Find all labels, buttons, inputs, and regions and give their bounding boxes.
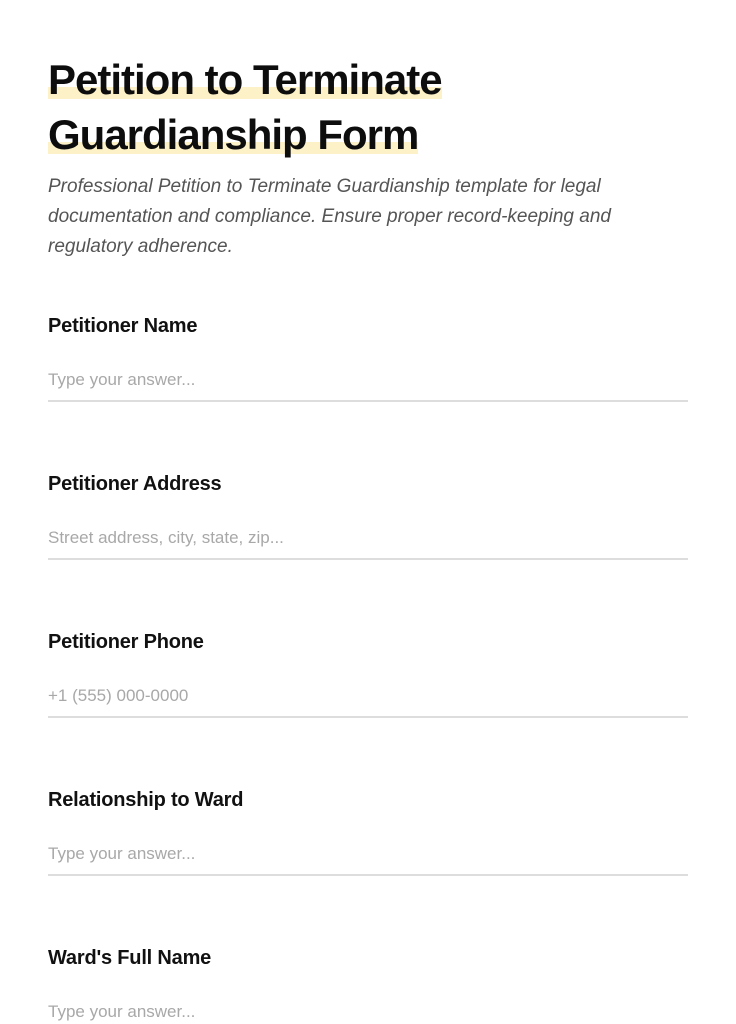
petitioner-name-field	[48, 314, 688, 472]
petitioner-address-input[interactable]	[48, 518, 688, 560]
relationship-to-ward-label: Relationship to Ward	[48, 789, 244, 811]
relationship-to-ward-input[interactable]	[48, 834, 688, 876]
page-title-line-1: Petition to Terminate	[48, 56, 442, 103]
page-title	[48, 52, 688, 162]
ward-full-name-label: Ward's Full Name	[48, 947, 212, 969]
petitioner-phone-field	[48, 630, 688, 788]
petitioner-name-label: Petitioner Name	[48, 315, 198, 337]
petitioner-address-field	[48, 472, 688, 630]
form-fields	[48, 314, 688, 1024]
page-title-line-2: Guardianship Form	[48, 111, 419, 158]
ward-full-name-input[interactable]	[48, 992, 688, 1024]
petitioner-address-label: Petitioner Address	[48, 473, 222, 495]
relationship-to-ward-field	[48, 788, 688, 946]
petitioner-phone-label: Petitioner Phone	[48, 631, 204, 653]
form-description: Professional Petition to Terminate Guardianship template for legal documentation and compliance. Ensure proper record-keeping and regulatory adherence.	[48, 176, 611, 257]
petitioner-name-input[interactable]	[48, 360, 688, 402]
petitioner-phone-input[interactable]	[48, 676, 688, 718]
ward-full-name-field	[48, 946, 688, 1024]
